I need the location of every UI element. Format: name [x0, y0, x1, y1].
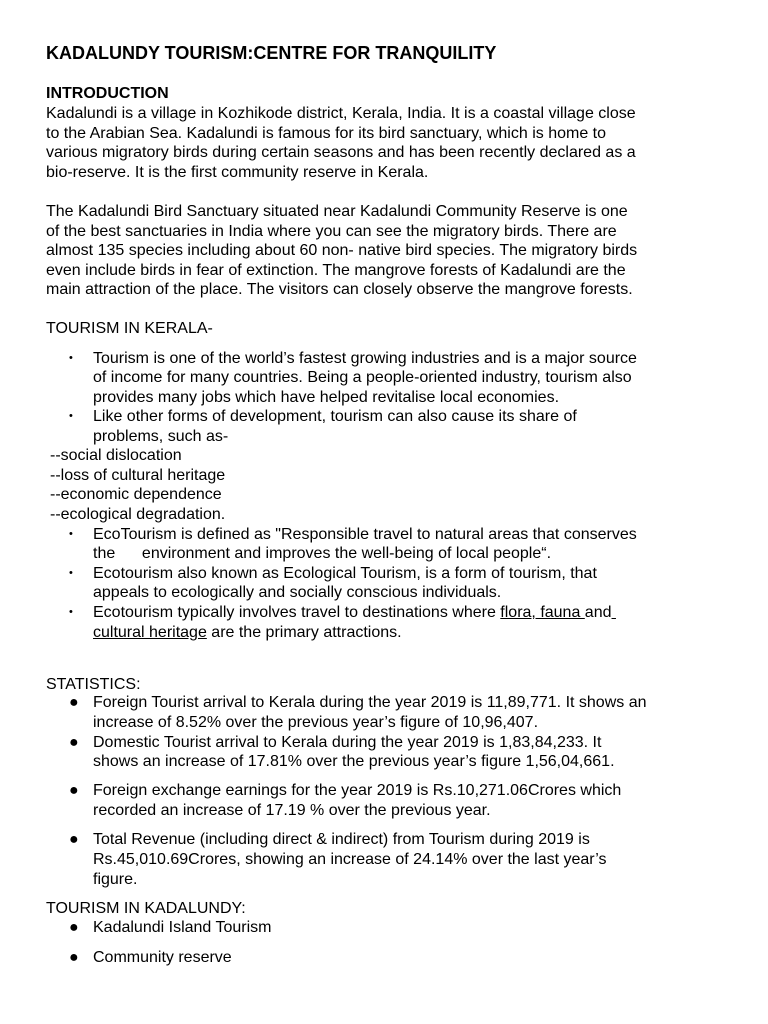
bullet-icon: •	[69, 528, 73, 540]
page-title: KADALUNDY TOURISM:CENTRE FOR TRANQUILITY	[46, 43, 497, 63]
bullet-icon: ●	[69, 694, 79, 711]
bullet-icon: ●	[69, 831, 79, 848]
bullet-icon: ●	[69, 734, 79, 751]
statistics-heading: STATISTICS:	[46, 676, 141, 693]
bullet-icon: ●	[69, 782, 79, 799]
kadalundy-heading: TOURISM IN KADALUNDY:	[46, 900, 246, 917]
flora-fauna-link[interactable]: flora, fauna	[500, 604, 585, 621]
cultural-heritage-link[interactable]: cultural heritage	[93, 624, 207, 641]
kerala-heading: TOURISM IN KERALA-	[46, 320, 213, 337]
bullet-icon: ●	[69, 949, 79, 966]
bullet-icon: •	[69, 410, 73, 422]
bullet-icon: •	[69, 352, 73, 364]
bullet-icon: •	[69, 606, 73, 618]
intro-heading: INTRODUCTION	[46, 85, 169, 102]
bullet-icon: ●	[69, 919, 79, 936]
bullet-icon: •	[69, 567, 73, 579]
